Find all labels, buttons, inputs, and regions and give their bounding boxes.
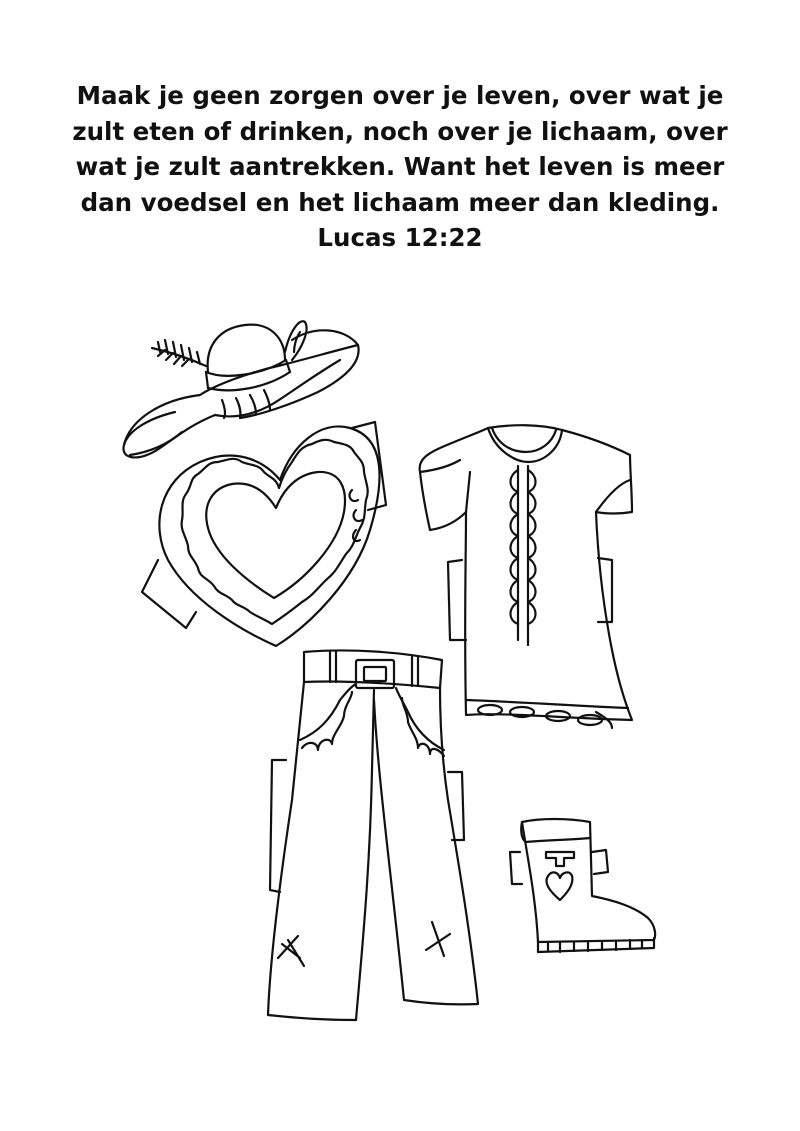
verse-line-3: wat je zult aantrekken. Want het leven is meer bbox=[75, 152, 725, 181]
shirt-drawing bbox=[420, 425, 632, 728]
verse-line-1: Maak je geen zorgen over je leven, over wat je bbox=[76, 81, 724, 110]
hat-drawing bbox=[123, 321, 358, 457]
verse-line-2: zult eten of drinken, noch over je lichaam, over bbox=[72, 116, 728, 146]
pants-drawing bbox=[268, 650, 478, 1020]
verse-line-4: dan voedsel en het lichaam meer dan kleding. bbox=[80, 187, 720, 217]
verse-reference: Lucas 12:22 bbox=[317, 223, 483, 252]
heart-top-drawing bbox=[142, 422, 386, 646]
boot-drawing bbox=[510, 819, 655, 952]
